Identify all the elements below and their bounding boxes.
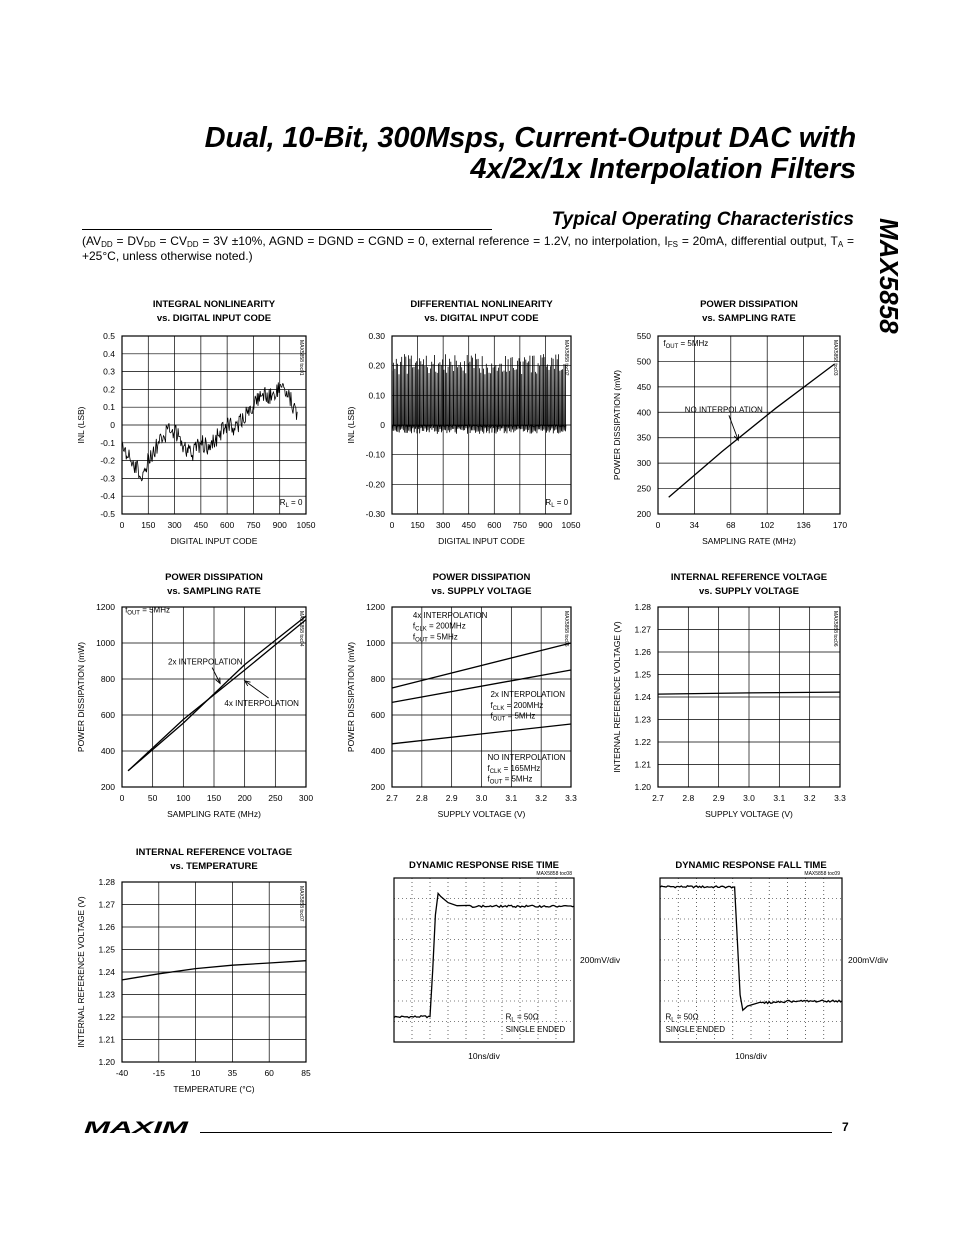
- x-tick-label: 10: [190, 1068, 201, 1078]
- x-tick-label: 2.9: [445, 793, 458, 803]
- y-tick-label: 0: [380, 420, 385, 430]
- x-tick-label: 200: [237, 793, 252, 803]
- chart-title: vs. SAMPLING RATE: [167, 586, 261, 597]
- y-tick-label: 1200: [96, 602, 115, 612]
- test-conditions: ($AV_{DD} = DV_{DD} = CV_{DD} = 3V \pm 10\%$, AGND = DGND = CGND = 0, external reference = 1.2V, no interpolation, $I_{FS} = 20mA$, differential output, $T_A = +25^\circ C$, unless otherwise noted.): [82, 234, 854, 263]
- y-tick-label: 200: [370, 782, 385, 792]
- y-tick-label: 0.5: [103, 331, 115, 341]
- x-tick-label: 2.7: [652, 793, 664, 803]
- y-axis-label: POWER DISSIPATION (mW): [76, 641, 86, 753]
- footer-divider: [200, 1132, 832, 1133]
- x-tick-label: 85: [301, 1068, 311, 1078]
- chart-annotation: $f_{OUT} = 5MHz$: [490, 711, 536, 723]
- x-axis-label: SAMPLING RATE (MHz): [167, 809, 261, 819]
- chart-toc09: [578, 840, 888, 1102]
- part-number-side-label: [872, 218, 908, 368]
- x-axis-scale-label: 10ns/div: [735, 1051, 767, 1061]
- part-number-text: MAX5858: [874, 218, 904, 334]
- y-tick-label: 1.25: [98, 944, 115, 955]
- y-tick-label: -0.1: [100, 437, 115, 448]
- x-tick-label: 2.9: [712, 793, 725, 803]
- y-tick-label: 1.28: [98, 877, 115, 887]
- y-tick-label: 0.1: [103, 402, 115, 413]
- chart-annotation: $R_L = 0$: [279, 498, 303, 510]
- x-tick-label: 600: [220, 520, 235, 530]
- logo-text: MAXIM: [84, 1119, 190, 1135]
- x-axis-label: DIGITAL INPUT CODE: [170, 536, 258, 546]
- y-tick-label: 450: [636, 381, 651, 392]
- figure-code: MAX5858 toc02: [563, 340, 569, 376]
- chart-annotation: $f_{OUT} = 5MHz$: [412, 632, 458, 644]
- figure-code: MAX5858 toc03: [832, 340, 838, 376]
- y-tick-label: 1.27: [634, 624, 651, 635]
- chart-toc03: [578, 292, 868, 554]
- x-tick-label: 150: [141, 520, 156, 530]
- x-axis-label: SUPPLY VOLTAGE (V): [437, 809, 526, 819]
- y-tick-label: 1.20: [634, 782, 651, 792]
- chart-title: POWER DISSIPATION: [432, 572, 531, 583]
- x-tick-label: 300: [167, 520, 182, 530]
- x-tick-label: 3.0: [475, 793, 488, 803]
- x-tick-label: -40: [115, 1068, 129, 1078]
- y-tick-label: -0.10: [365, 449, 385, 460]
- chart-toc01: [40, 292, 320, 554]
- y-tick-label: 0.4: [103, 348, 115, 359]
- y-tick-label: 400: [370, 746, 385, 756]
- chart-toc06: [578, 565, 868, 827]
- y-tick-label: 1.26: [98, 922, 115, 932]
- y-tick-label: 600: [100, 710, 115, 720]
- chart-annotation: SINGLE ENDED: [665, 1024, 726, 1034]
- chart-annotation: $f_{OUT} = 5MHz$: [125, 605, 170, 617]
- x-tick-label: 0: [655, 520, 661, 530]
- chart-toc04: [40, 565, 320, 827]
- y-tick-label: 0.30: [368, 331, 385, 341]
- maxim-logo: [84, 1119, 190, 1135]
- x-tick-label: 750: [246, 520, 261, 530]
- y-tick-label: 0.10: [368, 390, 385, 401]
- y-tick-label: 1.24: [634, 692, 651, 702]
- x-tick-label: -15: [152, 1068, 165, 1078]
- x-axis-label: DIGITAL INPUT CODE: [438, 536, 525, 546]
- x-tick-label: 34: [689, 520, 700, 530]
- figure-code: MAX5858 toc08: [536, 871, 572, 877]
- chart-annotation: 4x INTERPOLATION: [412, 610, 488, 620]
- chart-toc07: [40, 840, 320, 1102]
- x-tick-label: 60: [264, 1068, 274, 1078]
- annotation-arrow: [212, 668, 220, 684]
- x-tick-label: 900: [538, 520, 553, 530]
- x-tick-label: 750: [512, 520, 527, 530]
- y-tick-label: 300: [636, 458, 651, 469]
- chart-toc02: [310, 292, 590, 554]
- chart-title: INTERNAL REFERENCE VOLTAGE: [135, 847, 293, 858]
- y-axis-label: INTERNAL REFERENCE VOLTAGE (V): [76, 896, 86, 1048]
- plot-frame: [658, 336, 840, 514]
- chart-title: DIFFERENTIAL NONLINEARITY: [410, 299, 553, 310]
- x-tick-label: 450: [193, 520, 208, 530]
- y-tick-label: 1.23: [634, 714, 651, 725]
- chart-annotation: $f_{CLK} = 200MHz$: [490, 700, 544, 712]
- chart-title: vs. SAMPLING RATE: [702, 313, 796, 324]
- x-tick-label: 35: [227, 1068, 238, 1078]
- x-tick-label: 250: [268, 793, 283, 803]
- x-tick-label: 300: [436, 520, 451, 530]
- y-tick-label: 1.21: [634, 759, 651, 770]
- y-tick-label: -0.5: [100, 509, 115, 519]
- figure-code: MAX5858 toc01: [298, 340, 304, 376]
- y-tick-label: 1.28: [634, 602, 651, 612]
- chart-title: DYNAMIC RESPONSE RISE TIME: [409, 860, 559, 871]
- x-axis-label: TEMPERATURE (°C): [173, 1084, 255, 1094]
- chart-annotation: $f_{OUT} = 5MHz$: [663, 339, 709, 351]
- chart-title: vs. TEMPERATURE: [170, 861, 258, 872]
- chart-annotation: $f_{OUT} = 5MHz$: [487, 774, 533, 786]
- annotation-arrow: [729, 415, 738, 440]
- y-axis-scale-label: 200mV/div: [580, 955, 620, 965]
- x-tick-label: 3.3: [834, 793, 846, 803]
- y-tick-label: 200: [100, 782, 115, 792]
- chart-title: INTERNAL REFERENCE VOLTAGE: [670, 572, 828, 583]
- y-tick-label: 1.22: [98, 1012, 115, 1022]
- chart-annotation: 2x INTERPOLATION: [168, 657, 243, 667]
- y-tick-label: 1000: [96, 638, 115, 648]
- y-axis-label: INTERNAL REFERENCE VOLTAGE (V): [612, 621, 622, 773]
- x-axis-label: SUPPLY VOLTAGE (V): [705, 809, 793, 819]
- x-tick-label: 3.0: [743, 793, 755, 803]
- figure-code: MAX5858 toc06: [832, 611, 838, 647]
- chart-title: vs. DIGITAL INPUT CODE: [156, 313, 272, 324]
- x-tick-label: 0: [119, 520, 125, 530]
- chart-annotation: $R_L = 50\Omega$: [665, 1012, 699, 1024]
- y-tick-label: 550: [636, 331, 651, 341]
- y-tick-label: -0.3: [100, 473, 115, 484]
- y-tick-label: -0.2: [100, 455, 115, 466]
- y-tick-label: 600: [370, 710, 385, 720]
- x-tick-label: 3.3: [565, 793, 577, 803]
- chart-title: vs. SUPPLY VOLTAGE: [699, 586, 799, 597]
- y-axis-label: INL (LSB): [76, 406, 86, 444]
- chart-title: DYNAMIC RESPONSE FALL TIME: [675, 860, 827, 871]
- chart-title: vs. SUPPLY VOLTAGE: [431, 586, 532, 597]
- chart-toc05: [310, 565, 590, 827]
- y-tick-label: 400: [636, 407, 651, 418]
- y-tick-label: 800: [370, 674, 385, 684]
- chart-title: INTEGRAL NONLINEARITY: [152, 299, 276, 310]
- y-tick-label: -0.20: [365, 479, 385, 490]
- x-tick-label: 102: [760, 520, 775, 530]
- chart-annotation: SINGLE ENDED: [505, 1024, 566, 1034]
- y-tick-label: 1.22: [634, 737, 651, 747]
- y-tick-label: 200: [636, 509, 651, 519]
- x-tick-label: 2.7: [386, 793, 398, 803]
- x-axis-scale-label: 10ns/div: [468, 1051, 500, 1061]
- series-line: [394, 893, 574, 1017]
- x-tick-label: 3.2: [803, 793, 816, 803]
- series-line: [128, 616, 306, 771]
- x-tick-label: 900: [272, 520, 287, 530]
- x-tick-label: 3.1: [773, 793, 786, 803]
- y-axis-label: INL (LSB): [346, 406, 356, 444]
- figure-code: MAX5858 toc04: [298, 611, 304, 647]
- chart-annotation: $R_L = 50\Omega$: [505, 1012, 539, 1024]
- annotation-arrow: [245, 681, 269, 698]
- y-tick-label: 1.21: [98, 1034, 115, 1045]
- chart-annotation: 2x INTERPOLATION: [490, 690, 565, 699]
- chart-annotation: 4x INTERPOLATION: [224, 699, 299, 708]
- x-tick-label: 1050: [296, 520, 316, 530]
- chart-toc08: [310, 840, 620, 1102]
- y-tick-label: -0.30: [365, 509, 385, 519]
- y-tick-label: 800: [100, 674, 115, 684]
- y-axis-scale-label: 200mV/div: [848, 955, 888, 965]
- y-tick-label: 1.26: [634, 647, 651, 657]
- y-tick-label: 400: [100, 746, 115, 756]
- y-tick-label: 1.27: [98, 899, 115, 910]
- chart-annotation: $R_L = 0$: [545, 498, 569, 510]
- chart-title: POWER DISSIPATION: [700, 299, 798, 310]
- x-tick-label: 1050: [561, 520, 581, 530]
- x-tick-label: 150: [410, 520, 425, 530]
- y-tick-label: 350: [636, 432, 651, 443]
- y-tick-label: 1.24: [98, 967, 115, 977]
- y-tick-label: 1.25: [634, 669, 651, 680]
- x-tick-label: 100: [176, 793, 191, 803]
- page-title-line-2: 4x/2x/1x Interpolation Filters: [470, 153, 856, 185]
- y-tick-label: 0.20: [368, 360, 385, 371]
- y-tick-label: 0.3: [103, 366, 115, 377]
- chart-title: vs. DIGITAL INPUT CODE: [424, 313, 539, 324]
- x-tick-label: 0: [119, 793, 125, 803]
- y-axis-label: POWER DISSIPATION (mW): [346, 641, 356, 753]
- page-number: 7: [842, 1120, 849, 1134]
- y-tick-label: 250: [636, 483, 651, 494]
- chart-annotation: $f_{CLK} = 165MHz$: [487, 763, 541, 775]
- x-tick-label: 3.1: [505, 793, 518, 803]
- x-tick-label: 0: [389, 520, 395, 530]
- y-tick-label: 0: [110, 420, 115, 430]
- series-line: [669, 364, 835, 497]
- y-axis-label: POWER DISSIPATION (mW): [612, 369, 622, 481]
- chart-annotation: NO INTERPOLATION: [684, 405, 763, 415]
- x-tick-label: 68: [726, 520, 736, 530]
- x-tick-label: 150: [206, 793, 222, 803]
- x-tick-label: 136: [796, 520, 811, 530]
- section-title: Typical Operating Characteristics: [551, 209, 854, 230]
- x-tick-label: 50: [147, 793, 158, 803]
- y-tick-label: 1000: [366, 638, 385, 648]
- y-tick-label: 500: [636, 356, 651, 367]
- x-tick-label: 2.8: [415, 793, 428, 803]
- x-tick-label: 2.8: [682, 793, 695, 803]
- section-divider: [82, 229, 492, 230]
- chart-annotation: NO INTERPOLATION: [487, 753, 566, 762]
- y-tick-label: 1.23: [98, 989, 115, 1000]
- y-tick-label: 1200: [366, 602, 385, 612]
- x-tick-label: 450: [461, 520, 476, 530]
- x-tick-label: 3.2: [535, 793, 548, 803]
- figure-code: MAX5858 toc09: [804, 871, 840, 877]
- y-tick-label: 1.20: [98, 1057, 115, 1067]
- x-tick-label: 170: [832, 520, 848, 530]
- y-tick-label: 0.2: [103, 384, 115, 395]
- chart-annotation: $f_{CLK} = 200MHz$: [412, 621, 466, 633]
- series-line: [122, 961, 306, 980]
- y-tick-label: -0.4: [100, 491, 115, 502]
- chart-title: POWER DISSIPATION: [165, 572, 263, 583]
- series-line: [660, 886, 842, 1010]
- x-tick-label: 300: [298, 793, 314, 803]
- x-tick-label: 600: [487, 520, 502, 530]
- x-axis-label: SAMPLING RATE (MHz): [702, 536, 796, 546]
- figure-code: MAX5858 toc05: [563, 611, 569, 647]
- page-title-line-1: Dual, 10-Bit, 300Msps, Current-Output DAC with: [204, 122, 856, 154]
- figure-code: MAX5858 toc07: [298, 886, 304, 922]
